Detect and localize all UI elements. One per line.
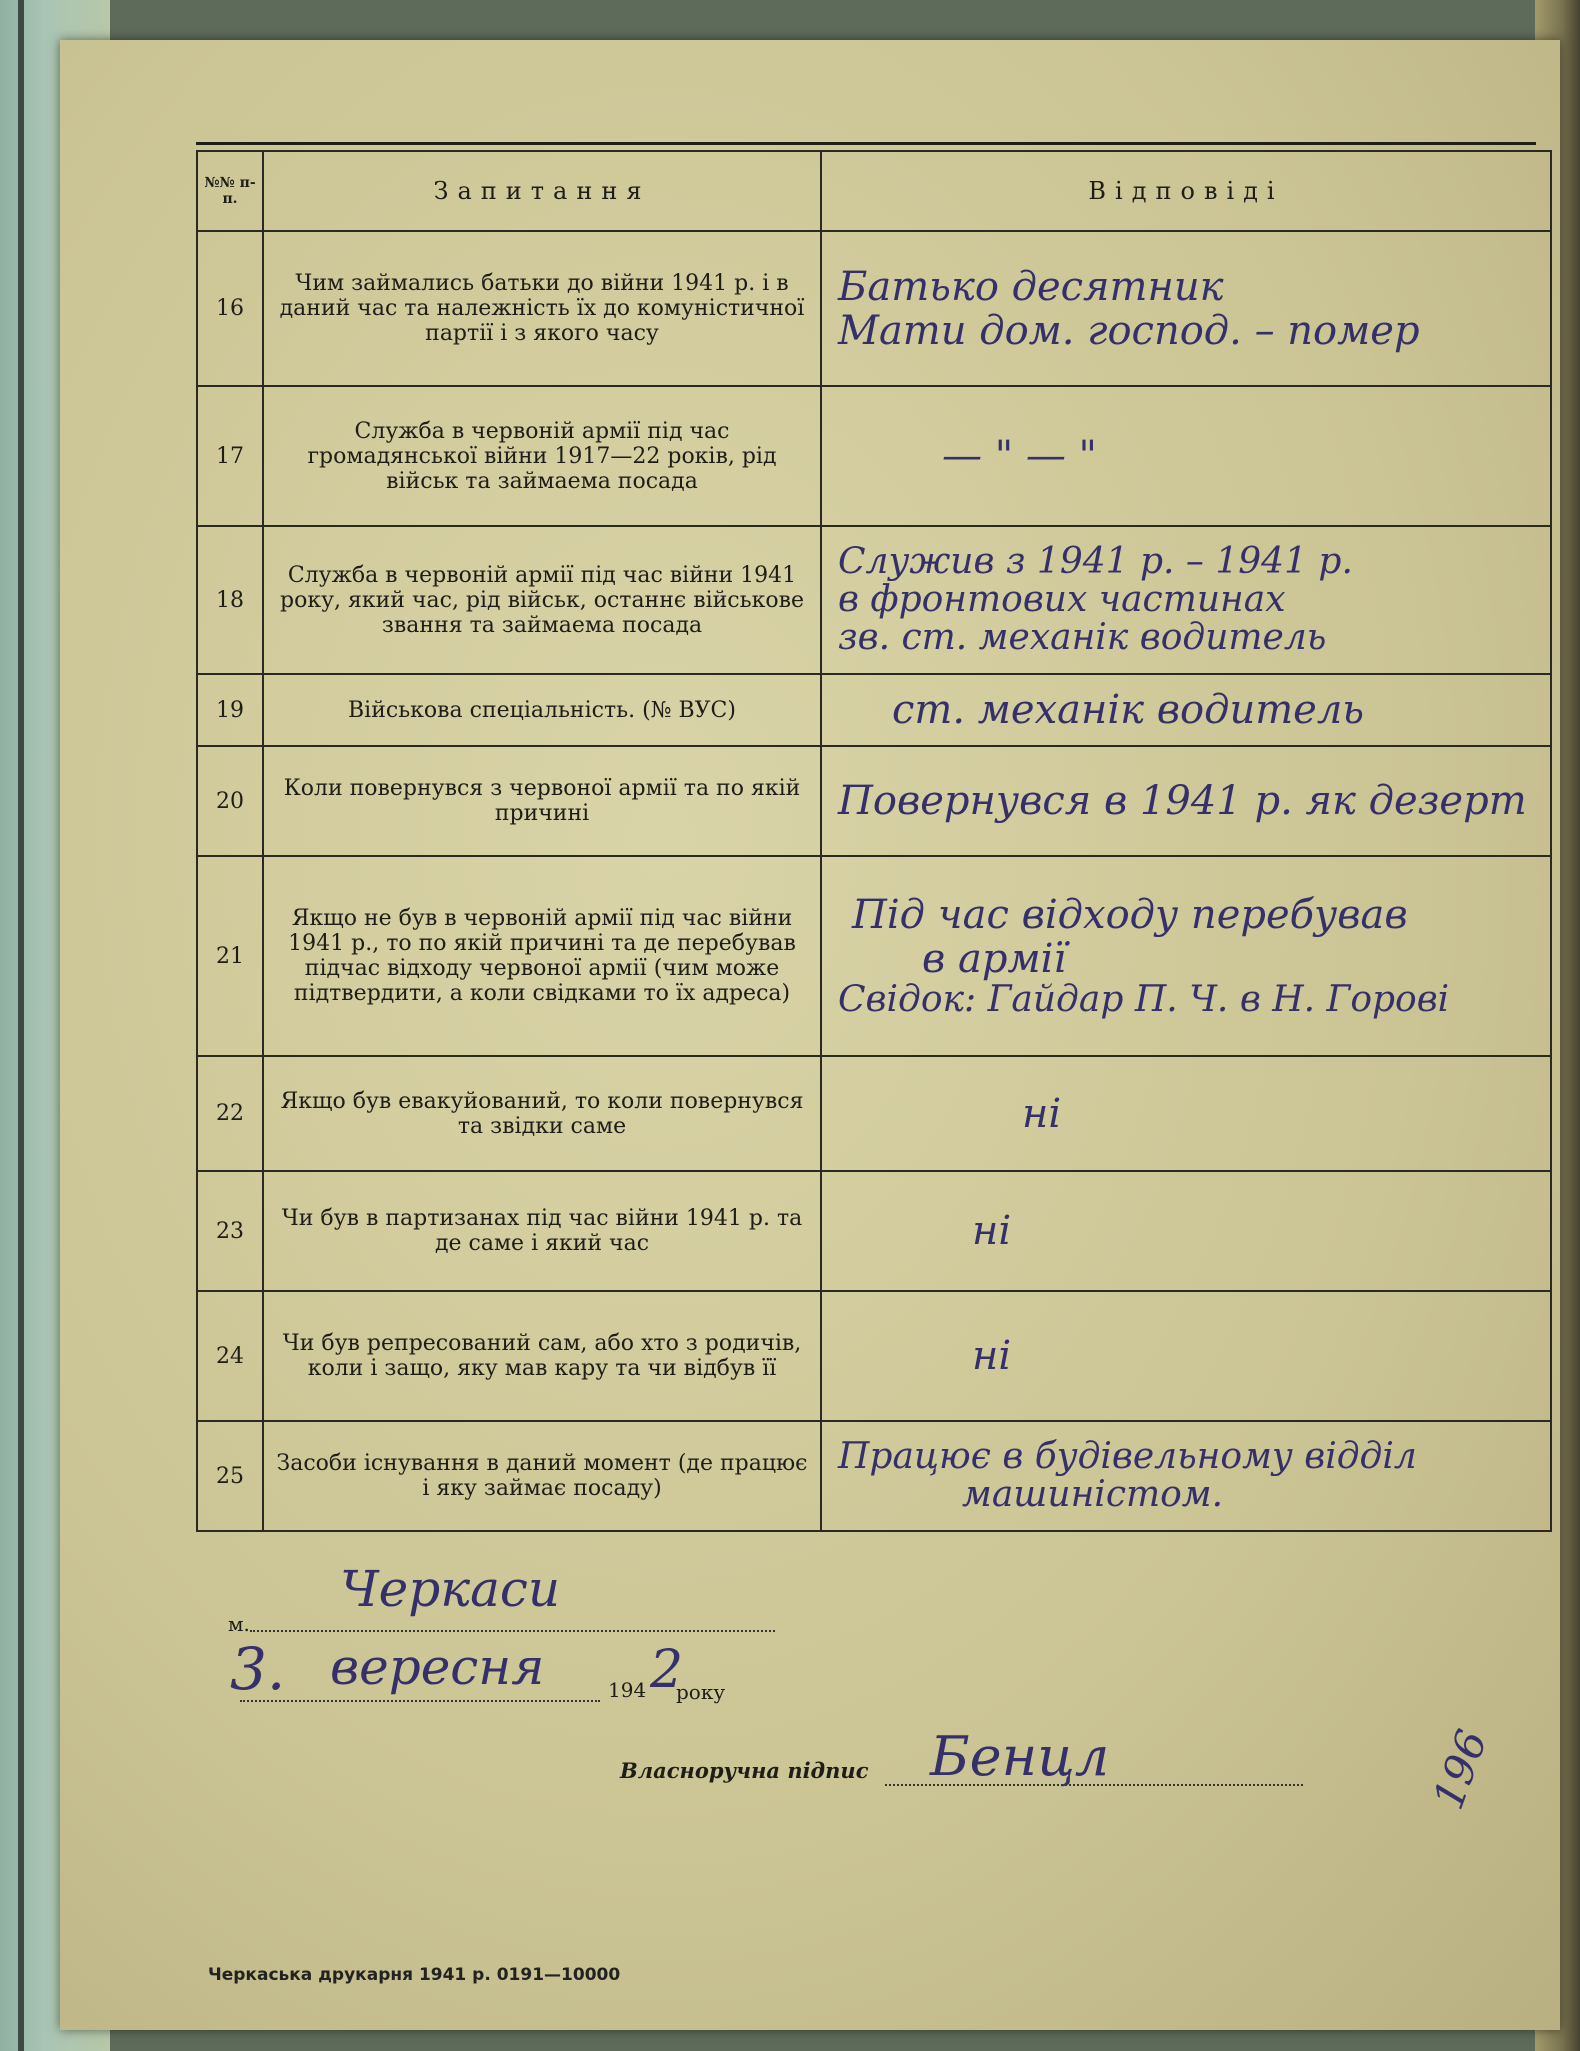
signature-value: Бенцл (930, 1725, 1110, 1788)
row-number: 16 (197, 231, 263, 386)
header-number: №№ п-п. (197, 151, 263, 231)
date-month: вересня (330, 1638, 545, 1696)
row-answer (821, 1056, 1551, 1171)
printer-footer: Черкаська друкарня 1941 р. 0191—10000 (208, 1965, 621, 1985)
table-header-row (197, 151, 1551, 231)
row-number: 21 (197, 856, 263, 1056)
row-answer (821, 1421, 1551, 1531)
row-number: 23 (197, 1171, 263, 1291)
answer-line: ні (972, 1208, 1012, 1254)
table-row (197, 674, 1551, 746)
folder-stripe (18, 0, 24, 2051)
row-question: Якщо не був в червоній армії під час війни 1941 р., то по якій причині та де перебував підчас відходу червоної армії (чим може підтвердити, а коли свідками то їх адреса) (263, 856, 821, 1056)
row-number: 17 (197, 386, 263, 526)
answer-line: в армії (922, 936, 1067, 982)
answer-line: ні (972, 1333, 1012, 1379)
answer-line: ст. механік водитель (892, 687, 1365, 733)
place-prefix: м. (228, 1612, 250, 1636)
table-row (197, 1291, 1551, 1421)
table-row (197, 386, 1551, 526)
row-answer (821, 231, 1551, 386)
answer-line: Свідок: Гайдар П. Ч. в Н. Горові (838, 979, 1450, 1020)
row-question: Служба в червоній армії під час війни 1941 року, який час, рід військ, останнє військове звання та займаема посада (263, 526, 821, 674)
row-number: 19 (197, 674, 263, 746)
row-question: Служба в червоній армії під час громадянської війни 1917—22 років, рід військ та займаема посада (263, 386, 821, 526)
place-city: Черкаси (340, 1560, 561, 1618)
answer-line: зв. ст. механік водитель (838, 617, 1327, 658)
row-answer (821, 746, 1551, 856)
row-number: 24 (197, 1291, 263, 1421)
top-rule (196, 142, 1536, 145)
margin-note: 196 (1423, 1723, 1497, 1816)
row-answer (821, 674, 1551, 746)
row-question: Чи був в партизанах під час війни 1941 р. та де саме і який час (263, 1171, 821, 1291)
row-number: 22 (197, 1056, 263, 1171)
row-answer (821, 856, 1551, 1056)
answer-line: Мати дом. господ. – помер (838, 307, 1420, 354)
row-number: 25 (197, 1421, 263, 1531)
row-answer (821, 526, 1551, 674)
row-answer (821, 1171, 1551, 1291)
table-row (197, 231, 1551, 386)
table-row (197, 526, 1551, 674)
date-year-print: 194 (608, 1678, 647, 1702)
row-answer (821, 386, 1551, 526)
date-day: 3. (230, 1635, 286, 1703)
row-question: Чи був репресований сам, або хто з родичів, коли і защо, яку мав кару та чи відбув її (263, 1291, 821, 1421)
row-question: Чим займались батьки до війни 1941 р. і в даний час та належність їх до комуністичної партії і з якого часу (263, 231, 821, 386)
table-row (197, 1171, 1551, 1291)
answer-line: Батько десятник (838, 263, 1224, 310)
table-row (197, 1056, 1551, 1171)
date-underline (240, 1700, 600, 1702)
table-row (197, 1421, 1551, 1531)
signature-label: Власноручна підпис (620, 1758, 869, 1783)
table-row (197, 746, 1551, 856)
header-answers: Відповіді (821, 151, 1551, 231)
row-question: Засоби існування в даний момент (де працює і яку займає посаду) (263, 1421, 821, 1531)
row-answer (821, 1291, 1551, 1421)
answer-line: — " — " (942, 433, 1097, 479)
row-number: 18 (197, 526, 263, 674)
row-number: 20 (197, 746, 263, 856)
place-underline (250, 1630, 775, 1632)
answer-line: машиністом. (962, 1474, 1224, 1515)
answer-line: в фронтових частинах (838, 579, 1286, 620)
questionnaire-table (196, 150, 1552, 1532)
row-question: Військова спеціальність. (№ ВУС) (263, 674, 821, 746)
answer-line: ні (1022, 1090, 1062, 1137)
answer-line: Повернувся в 1941 р. як дезерт (838, 778, 1527, 824)
row-question: Коли повернувся з червоної армії та по якій причині (263, 746, 821, 856)
date-year-hand: 2 (650, 1640, 684, 1700)
date-suffix: року (676, 1680, 726, 1704)
answer-line: Під час відходу перебував (852, 892, 1408, 938)
table-row (197, 856, 1551, 1056)
answer-line: Служив з 1941 р. – 1941 р. (838, 541, 1353, 582)
answer-line: Працює в будівельному відділ (838, 1436, 1417, 1477)
row-question: Якщо був евакуйований, то коли повернувся та звідки саме (263, 1056, 821, 1171)
header-questions: Запитання (263, 151, 821, 231)
